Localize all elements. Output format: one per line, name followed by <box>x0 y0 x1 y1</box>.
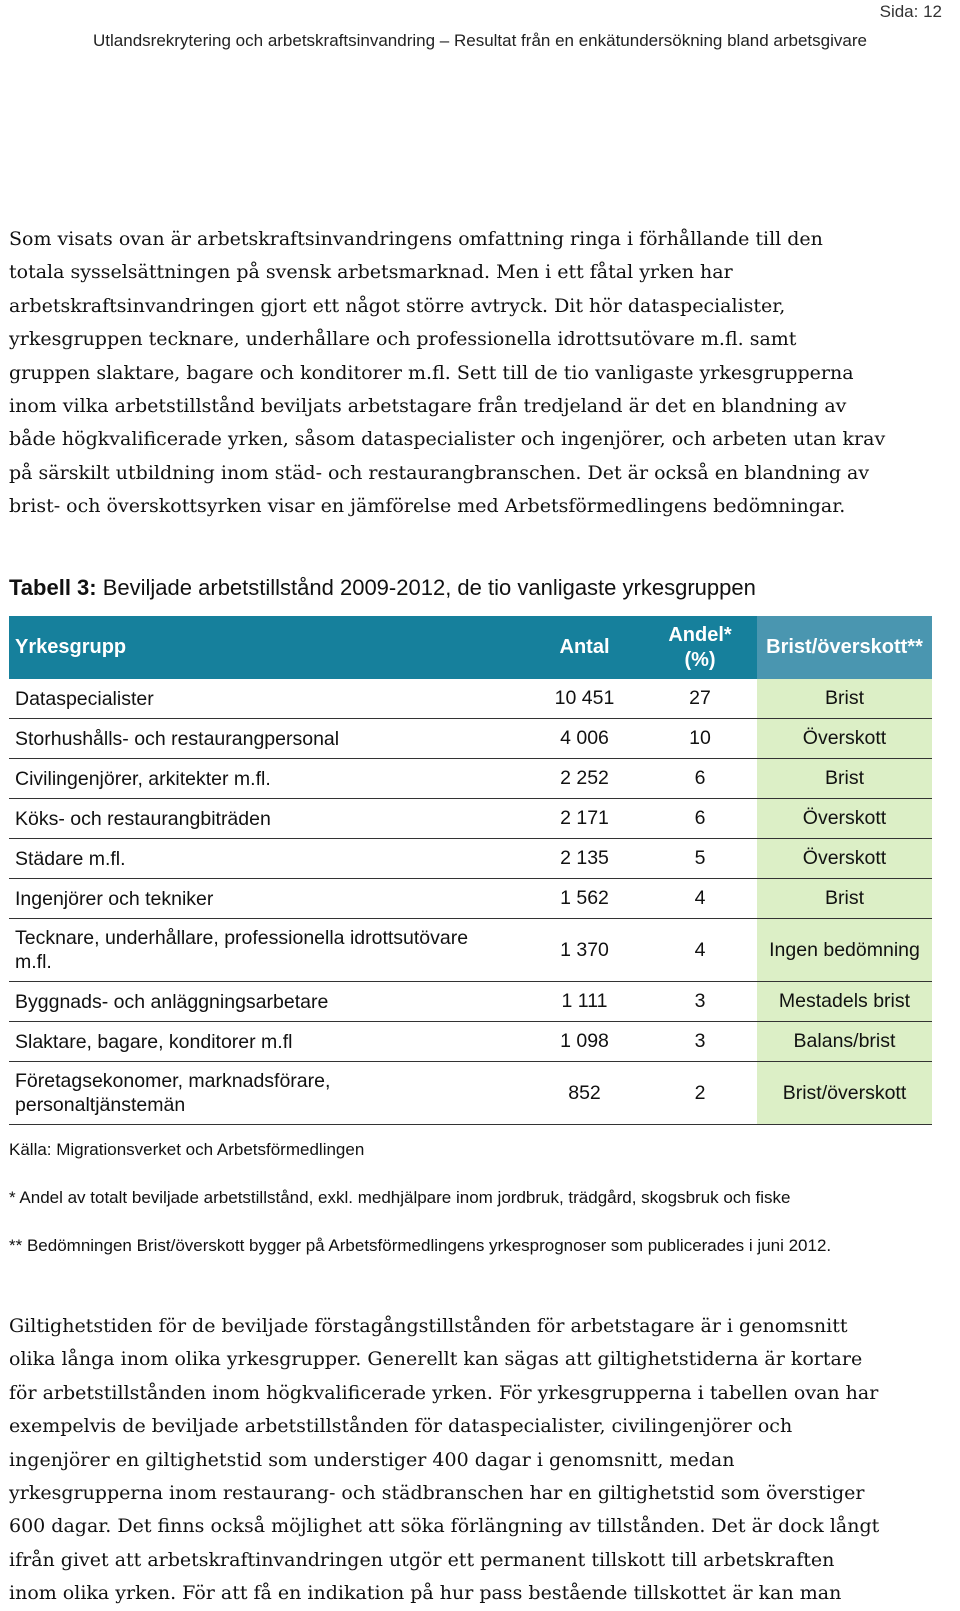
cell-brist: Brist <box>757 679 932 719</box>
header-yrkesgrupp: Yrkesgrupp <box>9 616 526 679</box>
cell-brist: Överskott <box>757 799 932 839</box>
text-line: Som visats ovan är arbetskraftsinvandringens omfattning ringa i förhållande till den <box>9 228 823 250</box>
table-row <box>9 982 932 1022</box>
cell-brist: Överskott <box>757 719 932 759</box>
cell-antal: 2 135 <box>526 839 643 879</box>
table-row <box>9 1062 932 1125</box>
cell-brist: Ingen bedömning <box>757 919 932 982</box>
text-line: på särskilt utbildning inom städ- och restaurangbranschen. Det är också en blandning av <box>9 461 870 484</box>
cell-yrkesgrupp: Civilingenjörer, arkitekter m.fl. <box>9 759 526 799</box>
cell-yrkesgrupp: Ingenjörer och tekniker <box>9 879 526 919</box>
cell-andel: 3 <box>643 1022 757 1062</box>
permits-table <box>9 616 932 1125</box>
text-line: arbetskraftsinvandringen gjort ett något större avtryck. Dit hör dataspecialister, <box>9 294 786 317</box>
text-line: både högkvalificerade yrken, såsom dataspecialister och ingenjörer, och arbeten utan krav <box>9 428 886 451</box>
table-row <box>9 879 932 919</box>
cell-yrkesgrupp: Dataspecialister <box>9 679 526 719</box>
text-line: Giltighetstiden för de beviljade förstagångstillstånden för arbetstagare är i genomsnitt <box>9 1315 848 1337</box>
text-line: exempelvis de beviljade arbetstillstånden för dataspecialister, civilingenjörer och <box>9 1415 793 1438</box>
footnote-andel: * Andel av totalt beviljade arbetstillstånd, exkl. medhjälpare inom jordbruk, trädgård, skogsbruk och fiske <box>9 1188 791 1207</box>
table-caption-label: Tabell 3: <box>9 575 97 600</box>
cell-antal: 4 006 <box>526 719 643 759</box>
intro-paragraph <box>9 223 954 524</box>
cell-yrkesgrupp: Byggnads- och anläggningsarbetare <box>9 982 526 1022</box>
cell-yrkesgrupp: Städare m.fl. <box>9 839 526 879</box>
cell-brist: Brist <box>757 759 932 799</box>
cell-yrkesgrupp <box>9 919 526 982</box>
table-row <box>9 759 932 799</box>
text-line: olika långa inom olika yrkesgrupper. Generellt kan sägas att giltighetstiderna är kortare <box>9 1348 863 1371</box>
page-number: Sida: 12 <box>879 2 942 21</box>
cell-yrkesgrupp: Storhushålls- och restaurangpersonal <box>9 719 526 759</box>
cell-antal: 1 098 <box>526 1022 643 1062</box>
text-line: ingenjörer en giltighetstid som understiger 400 dagar i genomsnitt, medan <box>9 1448 735 1471</box>
cell-antal: 2 252 <box>526 759 643 799</box>
header-andel <box>643 616 757 679</box>
cell-yrkesgrupp-line2: personaltjänstemän <box>15 1094 186 1116</box>
footnote-brist: ** Bedömningen Brist/överskott bygger på Arbetsförmedlingens yrkesprognoser som publicerades i juni 2012. <box>9 1236 832 1255</box>
cell-antal: 852 <box>526 1062 643 1125</box>
cell-andel: 4 <box>643 879 757 919</box>
cell-antal: 10 451 <box>526 679 643 719</box>
cell-antal: 2 171 <box>526 799 643 839</box>
table-row <box>9 839 932 879</box>
table-header-row <box>9 616 932 679</box>
cell-yrkesgrupp-line1: Tecknare, underhållare, professionella idrottsutövare <box>15 927 469 949</box>
cell-andel: 4 <box>643 919 757 982</box>
cell-yrkesgrupp: Köks- och restaurangbiträden <box>9 799 526 839</box>
table-row <box>9 679 932 719</box>
text-line: yrkesgruppen tecknare, underhållare och professionella idrottsutövare m.fl. samt <box>9 328 797 351</box>
cell-antal: 1 562 <box>526 879 643 919</box>
text-line: inom vilka arbetstillstånd beviljats arbetstagare från tredjeland är det en blandning av <box>9 395 847 418</box>
text-line: inom olika yrken. För att få en indikation på hur pass bestående tillskottet är kan man <box>9 1582 842 1605</box>
cell-andel: 6 <box>643 799 757 839</box>
cell-brist: Brist/överskott <box>757 1062 932 1125</box>
cell-yrkesgrupp <box>9 1062 526 1125</box>
cell-andel: 5 <box>643 839 757 879</box>
header-andel-line2: (%) <box>684 648 716 671</box>
cell-brist: Brist <box>757 879 932 919</box>
cell-andel: 10 <box>643 719 757 759</box>
source-note: Källa: Migrationsverket och Arbetsförmedlingen <box>9 1140 365 1159</box>
text-line: för arbetstillstånden inom högkvalificerade yrken. För yrkesgrupperna i tabellen ovan har <box>9 1381 879 1404</box>
cell-yrkesgrupp-line2: m.fl. <box>15 951 52 973</box>
text-line: totala sysselsättningen på svensk arbetsmarknad. Men i ett fåtal yrken har <box>9 261 733 284</box>
cell-brist: Mestadels brist <box>757 982 932 1022</box>
header-brist: Brist/överskott** <box>757 616 932 679</box>
cell-andel: 2 <box>643 1062 757 1125</box>
table-caption-text: Beviljade arbetstillstånd 2009-2012, de tio vanligaste yrkesgruppen <box>96 575 756 600</box>
cell-antal: 1 370 <box>526 919 643 982</box>
table-caption <box>9 575 756 601</box>
text-line: yrkesgrupperna inom restaurang- och städbranschen har en giltighetstid som överstiger <box>9 1482 865 1505</box>
table-row <box>9 919 932 982</box>
header-andel-line1: Andel* <box>668 623 732 646</box>
cell-antal: 1 111 <box>526 982 643 1022</box>
cell-andel: 27 <box>643 679 757 719</box>
text-line: gruppen slaktare, bagare och konditorer m.fl. Sett till de tio vanligaste yrkesgrupperna <box>9 361 854 384</box>
cell-brist: Balans/brist <box>757 1022 932 1062</box>
cell-andel: 3 <box>643 982 757 1022</box>
cell-andel: 6 <box>643 759 757 799</box>
table-row <box>9 1022 932 1062</box>
header-antal: Antal <box>526 616 643 679</box>
text-line: brist- och överskottsyrken visar en jämförelse med Arbetsförmedlingens bedömningar. <box>9 495 846 518</box>
closing-paragraph <box>9 1310 954 1611</box>
running-header: Utlandsrekrytering och arbetskraftsinvandring – Resultat från en enkätundersökning bland arbetsgivare <box>93 31 867 50</box>
cell-yrkesgrupp: Slaktare, bagare, konditorer m.fl <box>9 1022 526 1062</box>
text-line: 600 dagar. Det finns också möjlighet att söka förlängning av tillstånden. Det är dock långt <box>9 1515 880 1538</box>
table-row <box>9 799 932 839</box>
text-line: ifrån givet att arbetskraftinvandringen utgör ett permanent tillskott till arbetskraften <box>9 1548 835 1571</box>
table-row <box>9 719 932 759</box>
cell-yrkesgrupp-line1: Företagsekonomer, marknadsförare, <box>15 1070 331 1092</box>
cell-brist: Överskott <box>757 839 932 879</box>
